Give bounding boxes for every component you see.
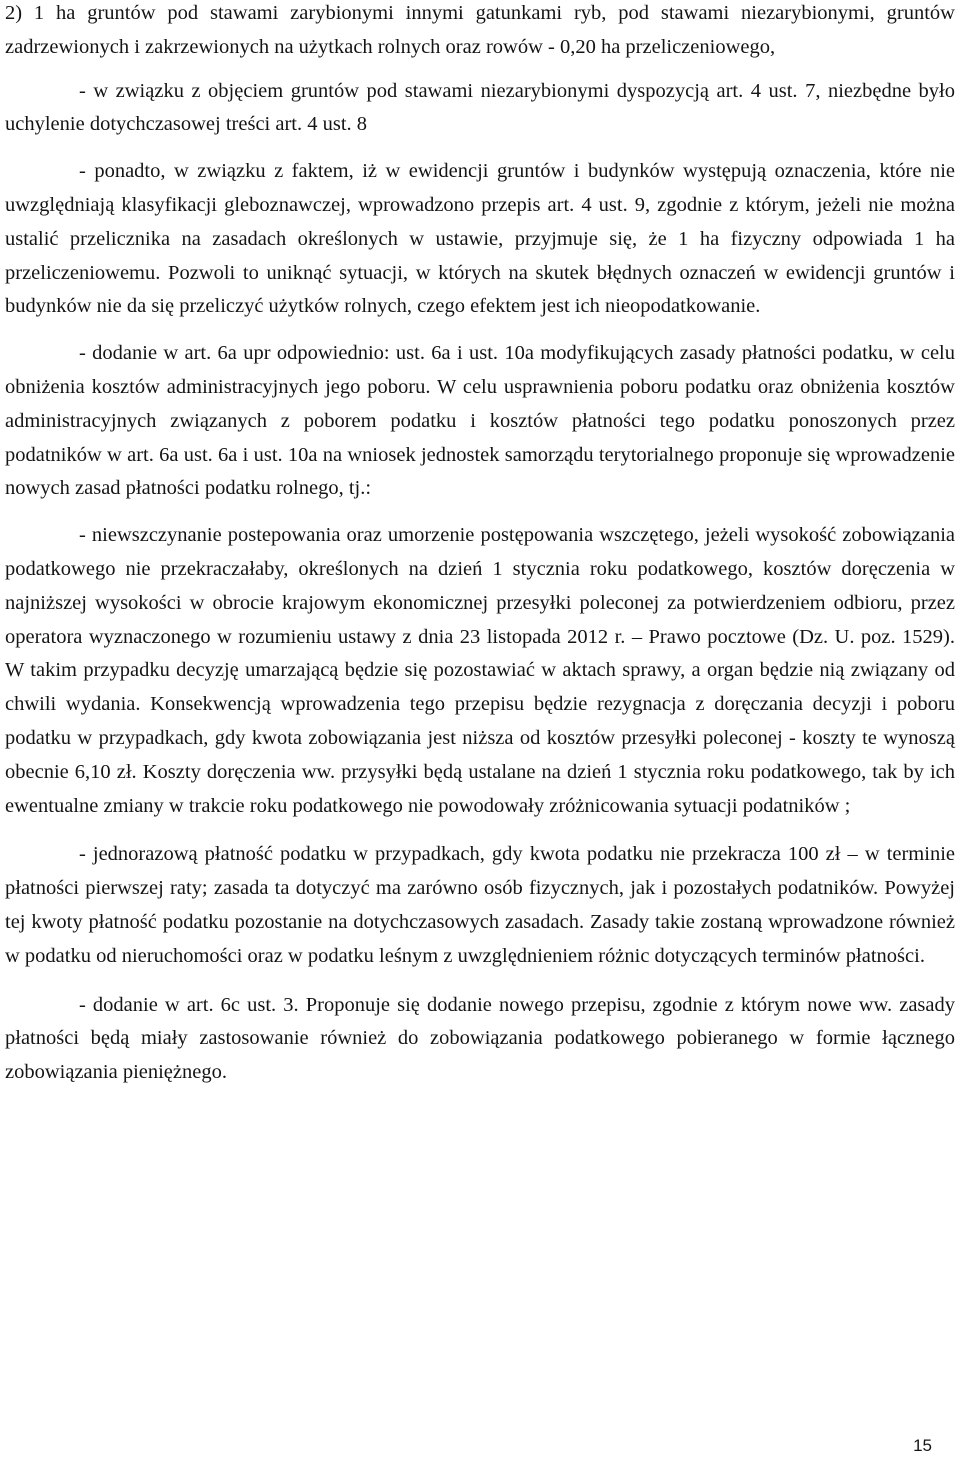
paragraph-ewidencja-przelicznik: - ponadto, w związku z faktem, iż w ewidencji gruntów i budynków występują oznaczenia, które nie uwzględniają klasyfikacji gleboznawczej, wprowadzono przepis art. 4 ust. 9, zgodnie z którym, jeżeli nie można ustalić przelicznika na zasadach określonych w ustawie, przyjmuje się, że 1 ha fizyczny odpowiada 1 ha przeliczeniowemu. Pozwoli to uniknąć sytuacji, w których na skutek błędnych oznaczeń w ewidencji gruntów i budynków nie da się przeliczyć użytków rolnych, czego efektem jest ich nieopodatkowanie. [5, 160, 955, 318]
paragraph-gap [5, 506, 955, 519]
paragraph-gap [5, 324, 955, 337]
document-page [5, 0, 955, 1090]
paragraph-art-6a: - dodanie w art. 6a upr odpowiednio: ust. 6a i ust. 10a modyfikujących zasady płatności podatku, w celu obniżenia kosztów administracyjnych jego poboru. W celu usprawnienia poboru podatku oraz obniżenia kosztów administracyjnych związanych z poborem podatku i kosztów płatności tego podatku ponoszonych przez podatników w art. 6a ust. 6a i ust. 10a na wniosek jednostek samorządu terytorialnego proponuje się wprowadzenie nowych zasad płatności podatku rolnego, tj.: [5, 342, 955, 500]
paragraph-item-2: 2) 1 ha gruntów pod stawami zarybionymi innymi gatunkami ryb, pod stawami niezarybionymi, gruntów zadrzewionych i zakrzewionych na użytkach rolnych oraz rowów - 0,20 ha przeliczeniowego, [5, 2, 955, 58]
paragraph-gap [5, 974, 955, 989]
paragraph-gap [5, 142, 955, 155]
page-number: 15 [913, 1436, 932, 1455]
paragraph-jednorazowa-platnosc: - jednorazową płatność podatku w przypadkach, gdy kwota podatku nie przekracza 100 zł – w terminie płatności pierwszej raty; zasada ta dotyczyć ma zarówno osób fizycznych, jak i pozostałych podatników. Powyżej tej kwoty płatność podatku pozostanie na dotychczasowych zasadach. Zasady takie zostaną wprowadzone również w podatku od nieruchomości oraz w podatku leśnym z uwzględnieniem różnic dotyczących terminów płatności. [5, 843, 955, 967]
paragraph-stawy-uchylenie: - w związku z objęciem gruntów pod stawami niezarybionymi dyspozycją art. 4 ust. 7, niezbędne było uchylenie dotychczasowej treści art. 4 ust. 8 [5, 79, 955, 136]
paragraph-gap [5, 65, 955, 75]
paragraph-niewszczynanie: - niewszczynanie postepowania oraz umorzenie postępowania wszczętego, jeżeli wysokość zobowiązania podatkowego nie przekraczałaby, określonych na dzień 1 stycznia roku podatkowego, kosztów doręczenia w najniższej wysokości w obrocie krajowym ekonomicznej przesyłki poleconej za potwierdzeniem odbioru, przez operatora wyznaczonego w rozumieniu ustawy z dnia 23 listopada 2012 r. – Prawo pocztowe (Dz. U. poz. 1529). W takim przypadku decyzję umarzającą będzie się pozostawiać w aktach sprawy, a organ będzie nią związany od chwili wydania. Konsekwencją wprowadzenia tego przepisu będzie rezygnacja z doręczania decyzji i poboru podatku w przypadkach, gdy kwota zobowiązania jest niższa od kosztów przesyłki poleconej - koszty te wynoszą obecnie 6,10 zł. Koszty doręczenia ww. przysyłki będą ustalane na dzień 1 stycznia roku podatkowego, tak by ich ewentualne zmiany w trakcie roku podatkowego nie powodowały zróżnicowania sytuacji podatników ; [5, 524, 955, 817]
paragraph-gap [5, 823, 955, 838]
paragraph-art-6c: - dodanie w art. 6c ust. 3. Proponuje się dodanie nowego przepisu, zgodnie z którym nowe ww. zasady płatności będą miały zastosowanie również do zobowiązania podatkowego pobieranego w formie łącznego zobowiązania pieniężnego. [5, 993, 955, 1084]
